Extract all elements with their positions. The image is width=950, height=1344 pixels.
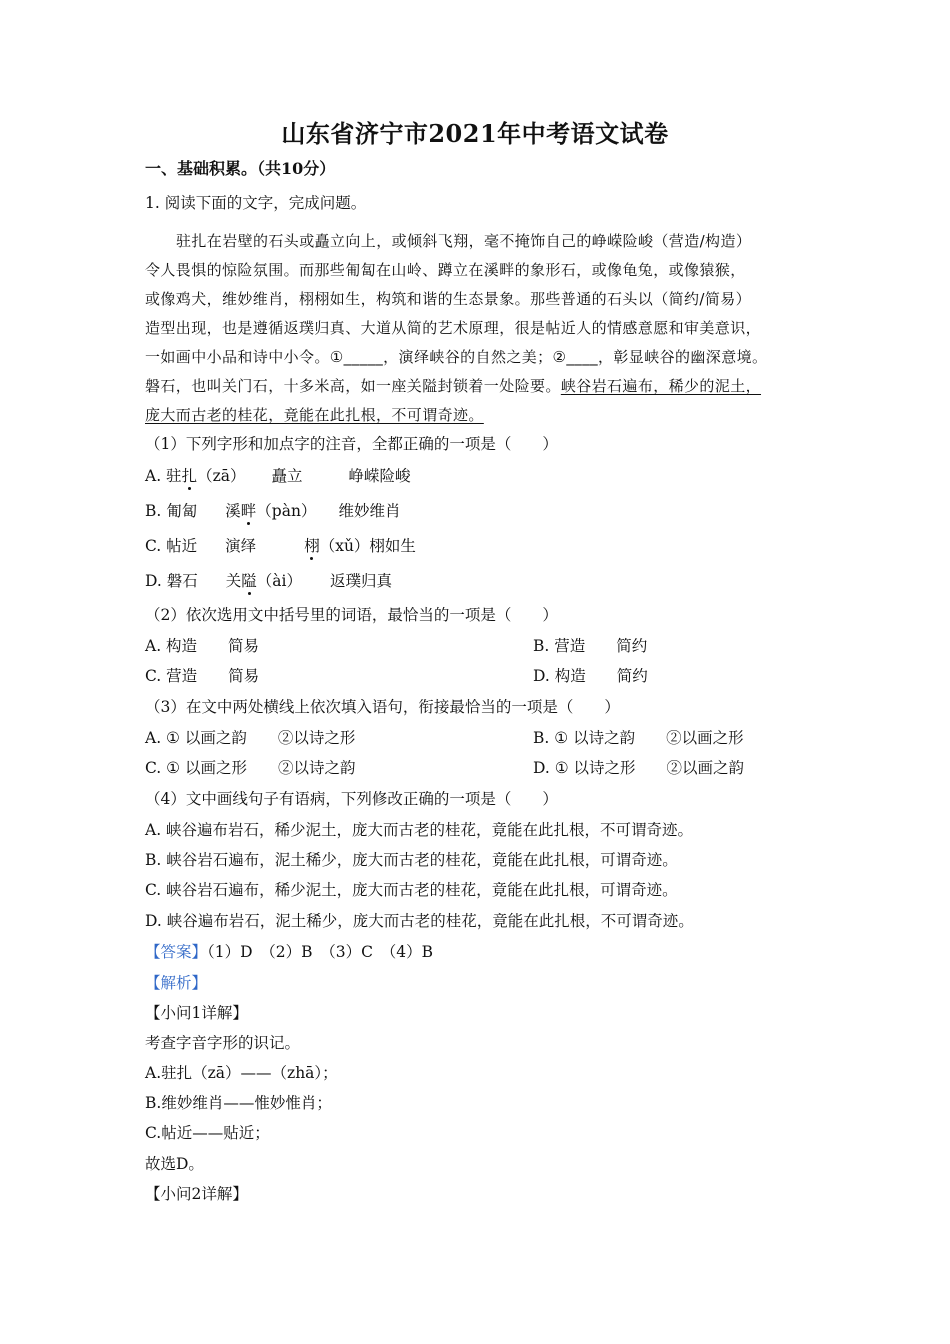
option-b: B. ① 以诗之韵 ②以画之形 [533, 729, 744, 747]
option-a: A. ① 以画之韵 ②以诗之形 [145, 729, 356, 747]
option-word: 溪 [225, 502, 241, 520]
dotted-char: 栩 [304, 537, 320, 555]
passage-text: 磐石，也叫关门石，十多米高，如一座关隘封锁着一处险要。 [145, 377, 561, 395]
option-d: D. 峡谷遍布岩石，泥土稀少，庞大而古老的桂花，竟能在此扎根，不可谓奇迹。 [145, 912, 694, 930]
option-word: 返璞归真 [329, 572, 392, 590]
question-stem: 1. 阅读下面的文字，完成问题。 [145, 194, 367, 212]
option-d: D. 构造 简约 [533, 667, 648, 685]
subquestion-stem: （1）下列字形和加点字的注音，全都正确的一项是（ ） [145, 435, 558, 453]
option-label: C. 帖近 [145, 537, 198, 555]
answer-line [145, 941, 433, 963]
subquestion-stem: （3）在文中两处横线上依次填入语句，衔接最恰当的一项是（ ） [145, 698, 620, 716]
answer-tag: 【答案】 [145, 943, 208, 961]
pinyin: （ài） [256, 572, 302, 590]
passage-line [145, 375, 761, 397]
option-word: 峥嵘险峻 [348, 467, 411, 485]
option-d [145, 570, 392, 592]
passage-line: 一如画中小品和诗中小令。①_____，演绎峡谷的自然之美；②____，彰显峡谷的幽深意境。 [145, 348, 768, 366]
section-heading: 一、基础积累。（共10分） [145, 159, 336, 178]
option-a: A. 峡谷遍布岩石，稀少泥土，庞大而古老的桂花，竟能在此扎根，不可谓奇迹。 [145, 821, 694, 839]
passage-line: 造型出现，也是遵循返璞归真、大道从简的艺术原理，很是帖近人的情感意愿和审美意识， [145, 319, 762, 337]
option-a [145, 465, 411, 487]
option-d: D. ① 以诗之形 ②以画之韵 [533, 759, 745, 777]
detail-heading: 【小问1详解】 [145, 1004, 248, 1022]
option-c: C. ① 以画之形 ②以诗之韵 [145, 759, 356, 777]
underlined-sentence: 峡谷岩石遍布，稀少的泥土， [560, 377, 762, 395]
option-c: C. 营造 简易 [145, 667, 260, 685]
option-word: 演绎 [225, 537, 257, 555]
detail-heading: 【小问2详解】 [145, 1185, 248, 1203]
dotted-char: 畔 [240, 502, 257, 520]
option-label: B. 匍匐 [145, 502, 198, 520]
detail-text: C.帖近——贴近； [145, 1124, 270, 1142]
option-a: A. 构造 简易 [145, 637, 260, 655]
detail-text: B.维妙维肖——惟妙惟肖； [145, 1094, 332, 1112]
option-word: 矗立 [271, 467, 303, 485]
pinyin: （xǔ）栩如生 [319, 537, 416, 555]
pinyin: （pàn） [256, 502, 317, 520]
option-word: 维妙维肖 [338, 502, 401, 520]
option-b: B. 营造 简约 [533, 637, 648, 655]
passage-line: 令人畏惧的惊险氛围。而那些匍匐在山岭、蹲立在溪畔的象形石，或像龟兔，或像猿猴， [145, 261, 746, 279]
detail-text: A.驻扎（zā）——（zhā）； [145, 1064, 338, 1082]
option-label: D. 磐石 [145, 572, 198, 590]
subquestion-stem: （2）依次选用文中括号里的词语，最恰当的一项是（ ） [145, 606, 558, 624]
dotted-char: 扎 [181, 467, 198, 485]
detail-text: 考查字音字形的识记。 [145, 1034, 301, 1052]
option-word: 关 [225, 572, 242, 590]
option-b: B. 峡谷岩石遍布，泥土稀少，庞大而古老的桂花，竟能在此扎根，可谓奇迹。 [145, 851, 678, 869]
option-c: C. 峡谷岩石遍布，稀少泥土，庞大而古老的桂花，竟能在此扎根，可谓奇迹。 [145, 881, 678, 899]
option-b [145, 500, 400, 522]
answer-text: （1）D （2）B （3）C （4）B [207, 943, 434, 961]
passage-line: 或像鸡犬，维妙维肖，栩栩如生，构筑和谐的生态景象。那些普通的石头以（简约/简易） [145, 290, 752, 308]
option-c [145, 535, 416, 557]
option-label: A. 驻 [145, 467, 182, 485]
pinyin: （zā） [197, 467, 246, 485]
page-title: 山东省济宁市2021年中考语文试卷 [281, 119, 669, 148]
analysis-tag: 【解析】 [145, 974, 208, 992]
passage-line: 驻扎在岩壁的石头或矗立向上，或倾斜飞翔，毫不掩饰自己的峥嵘险峻（营造/构造） [176, 232, 752, 250]
underlined-sentence: 庞大而古老的桂花，竟能在此扎根，不可谓奇迹。 [145, 406, 484, 424]
subquestion-stem: （4）文中画线句子有语病，下列修改正确的一项是（ ） [145, 790, 558, 808]
detail-text: 故选D。 [145, 1155, 204, 1173]
dotted-char: 隘 [241, 572, 257, 590]
